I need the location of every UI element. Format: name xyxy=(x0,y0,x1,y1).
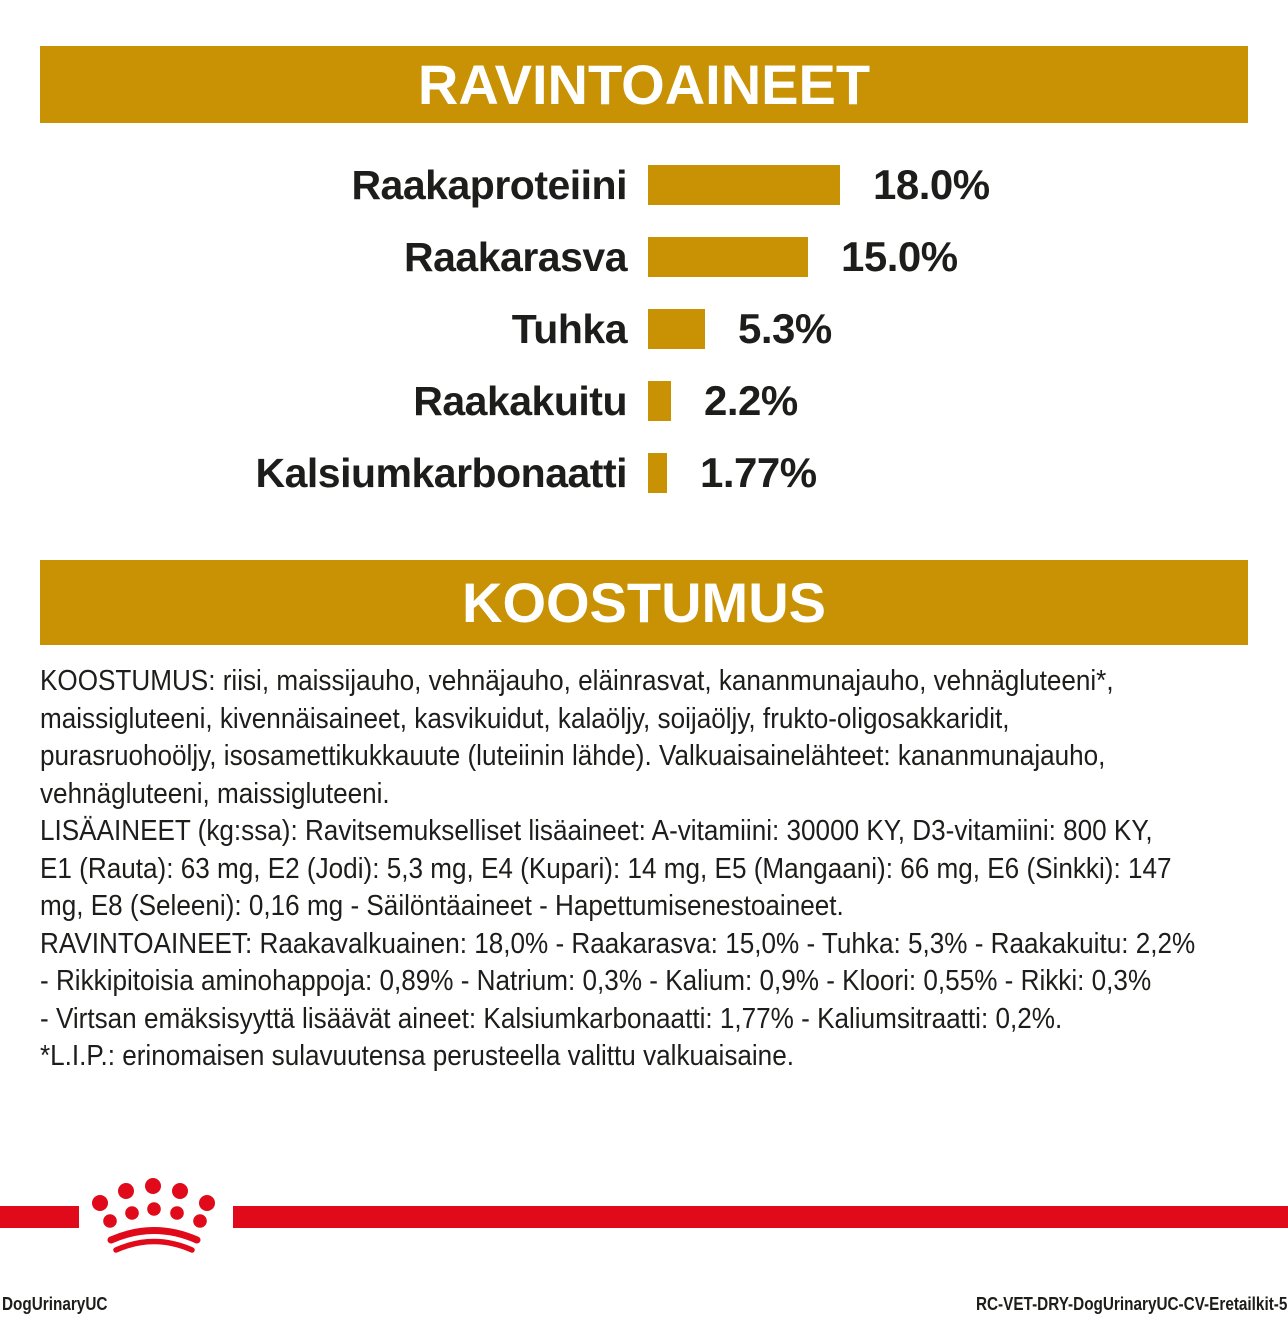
royal-canin-crown-icon xyxy=(85,1178,225,1255)
chart-row xyxy=(0,161,1288,208)
chart-value-label: 2.2% xyxy=(704,377,798,424)
divider-right-segment xyxy=(233,1206,1288,1228)
chart-bar xyxy=(648,237,808,277)
composition-text-line: purasruohoöljy, isosamettikukkauute (luteiinin lähde). Valkuaisainelähteet: kananmunajauho, xyxy=(40,740,1106,772)
chart-row xyxy=(0,233,1288,280)
composition-text-line: - Rikkipitoisia aminohappoja: 0,89% - Natrium: 0,3% - Kalium: 0,9% - Kloori: 0,55% - Rikki: 0,3% xyxy=(40,965,1152,997)
chart-bar xyxy=(648,381,671,421)
composition-text-line: maissigluteeni, kivennäisaineet, kasvikuidut, kalaöljy, soijaöljy, frukto-oligosakkaridit, xyxy=(40,702,1010,735)
composition-text-line: vehnägluteeni, maissigluteeni. xyxy=(40,777,390,810)
composition-section-header xyxy=(40,560,1248,645)
chart-category-label: Raakakuitu xyxy=(413,378,627,424)
composition-text-line: *L.I.P.: erinomaisen sulavuutensa perusteella valittu valkuaisaine. xyxy=(40,1040,794,1072)
nutrients-section-header xyxy=(40,46,1248,123)
chart-value-label: 18.0% xyxy=(873,161,990,208)
composition-text-line: LISÄAINEET (kg:ssa): Ravitsemukselliset lisäaineet: A-vitamiini: 30000 KY, D3-vitamiini: 800 KY, xyxy=(40,815,1153,847)
chart-category-label: Raakaproteiini xyxy=(351,162,627,208)
footer-product-code: DogUrinaryUC xyxy=(2,1294,108,1314)
chart-row xyxy=(0,449,1288,496)
composition-text-line: - Virtsan emäksisyyttä lisäävät aineet: Kalsiumkarbonaatti: 1,77% - Kaliumsitraatti: 0,2%. xyxy=(40,1002,1063,1035)
chart-value-label: 5.3% xyxy=(738,305,832,352)
composition-text-line: mg, E8 (Seleeni): 0,16 mg - Säilöntäaineet - Hapettumisenestoaineet. xyxy=(40,890,844,922)
chart-bar xyxy=(648,453,667,493)
chart-bar xyxy=(648,309,705,349)
chart-value-label: 15.0% xyxy=(841,233,958,280)
chart-bar xyxy=(648,165,840,205)
chart-category-label: Kalsiumkarbonaatti xyxy=(255,450,627,496)
chart-category-label: Tuhka xyxy=(511,306,627,352)
footer-sku-code: RC-VET-DRY-DogUrinaryUC-CV-Eretailkit-5 xyxy=(975,1294,1287,1314)
nutrients-header-title: RAVINTOAINEET xyxy=(417,53,871,116)
composition-header-title: KOOSTUMUS xyxy=(462,571,826,634)
chart-category-label: Raakarasva xyxy=(404,234,627,280)
composition-text-line: KOOSTUMUS: riisi, maissijauho, vehnäjauho, eläinrasvat, kananmunajauho, vehnägluteeni*, xyxy=(40,665,1114,697)
composition-text-line: RAVINTOAINEET: Raakavalkuainen: 18,0% - Raakarasva: 15,0% - Tuhka: 5,3% - Raakakuitu: 2,2% xyxy=(40,927,1196,960)
divider-left-segment xyxy=(0,1206,79,1228)
chart-row xyxy=(0,305,1288,352)
chart-row xyxy=(0,377,1288,424)
composition-text-line: E1 (Rauta): 63 mg, E2 (Jodi): 5,3 mg, E4 (Kupari): 14 mg, E5 (Mangaani): 66 mg, E6 (Sinkki): 147 xyxy=(40,852,1172,885)
chart-value-label: 1.77% xyxy=(700,449,817,496)
composition-text xyxy=(40,663,1195,1076)
